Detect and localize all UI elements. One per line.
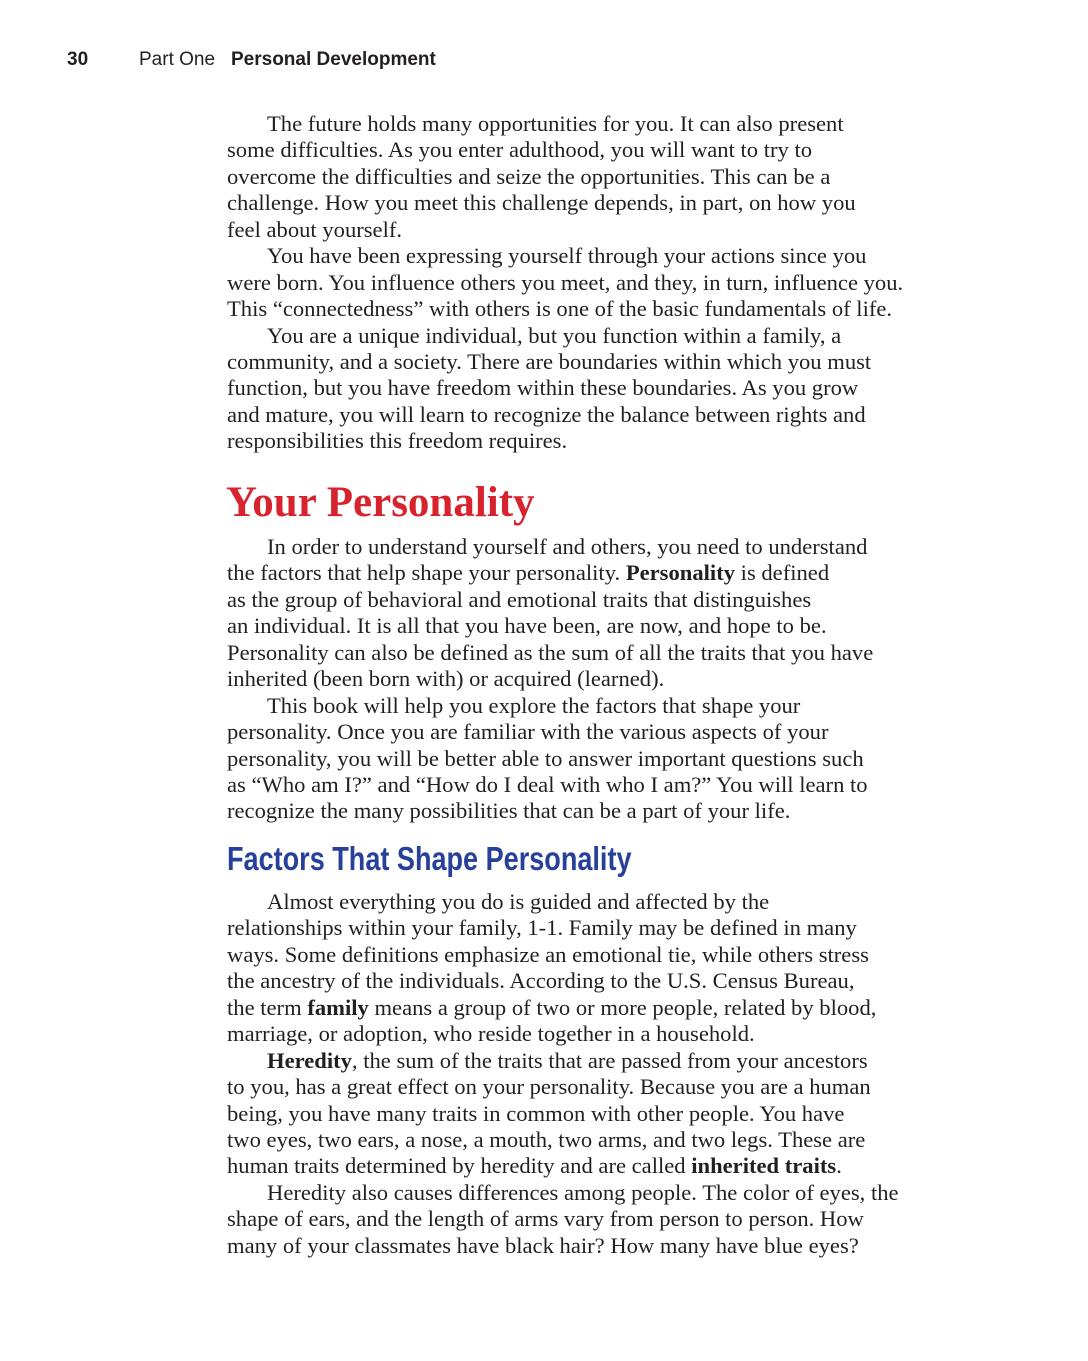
- text-segment: and mature, you will learn to recognize the balance between rights and: [227, 401, 866, 427]
- text-line: [227, 190, 903, 216]
- text-line: [227, 270, 903, 296]
- text-segment: the term: [227, 994, 308, 1020]
- text-line: [227, 915, 899, 941]
- text-segment: means a group of two or more people, related by blood,: [368, 994, 877, 1020]
- bold-term: inherited traits: [691, 1153, 837, 1179]
- text-segment: You are a unique individual, but you function within a family, a: [267, 322, 842, 348]
- text-line: [227, 666, 873, 692]
- text-line: [227, 1153, 899, 1179]
- text-segment: Personality can also be defined as the sum of all the traits that you have: [227, 639, 874, 665]
- text-segment: two eyes, two ears, a nose, a mouth, two arms, and two legs. These are: [227, 1126, 866, 1152]
- text-segment: as “Who am I?” and “How do I deal with who I am?” You will learn to: [227, 771, 868, 797]
- text-line: [227, 428, 903, 454]
- text-line: [227, 217, 903, 243]
- text-segment: Almost everything you do is guided and affected by the: [267, 889, 770, 914]
- text-line: [227, 1127, 899, 1153]
- text-line: [227, 375, 903, 401]
- text-line: [227, 243, 903, 269]
- subheading-factors: Factors That Shape Personality: [227, 840, 632, 877]
- text-line: [227, 1021, 899, 1047]
- text-segment: This book will help you explore the factors that shape your: [267, 692, 801, 718]
- text-segment: Heredity also causes differences among people. The color of eyes, the: [267, 1179, 899, 1205]
- text-line: [227, 719, 873, 745]
- text-segment: personality, you will be better able to answer important questions such: [227, 745, 864, 771]
- text-line: [227, 798, 873, 824]
- text-line: [227, 693, 873, 719]
- text-line: [227, 164, 903, 190]
- text-segment: an individual. It is all that you have been, are now, and hope to be.: [227, 613, 827, 639]
- text-segment: human traits determined by heredity and are called: [227, 1153, 692, 1179]
- text-segment: shape of ears, and the length of arms vary from person to person. How: [227, 1206, 864, 1232]
- text-segment: community, and a society. There are boundaries within which you must: [227, 348, 872, 374]
- text-segment: ways. Some definitions emphasize an emotional tie, while others stress: [227, 941, 869, 967]
- heading-your-personality: Your Personality: [226, 479, 535, 526]
- text-segment: The future holds many opportunities for you. It can also present: [267, 111, 844, 136]
- bold-term: family: [307, 994, 369, 1020]
- text-segment: overcome the difficulties and seize the opportunities. This can be a: [227, 163, 831, 189]
- text-line: [227, 1233, 899, 1259]
- text-line: [227, 402, 903, 428]
- text-segment: many of your classmates have black hair? How many have blue eyes?: [227, 1232, 859, 1258]
- text-line: [227, 1180, 899, 1206]
- text-segment: being, you have many traits in common with other people. You have: [227, 1100, 845, 1126]
- text-segment: challenge. How you meet this challenge depends, in part, on how you: [227, 190, 856, 216]
- text-segment: is defined: [735, 560, 830, 586]
- text-line: [227, 111, 903, 137]
- text-segment: .: [836, 1153, 842, 1179]
- personality-text: [227, 534, 873, 825]
- text-line: [227, 968, 899, 994]
- text-segment: the factors that help shape your personality.: [227, 560, 626, 586]
- text-segment: the ancestry of the individuals. According to the U.S. Census Bureau,: [227, 968, 855, 994]
- bold-term: Personality: [625, 560, 736, 586]
- text-line: [227, 889, 899, 915]
- text-line: [227, 587, 873, 613]
- intro-text: [227, 111, 903, 455]
- text-segment: as the group of behavioral and emotional traits that distinguishes: [227, 586, 812, 612]
- text-segment: to you, has a great effect on your personality. Because you are a human: [227, 1074, 871, 1100]
- text-segment: This “connectedness” with others is one of the basic fundamentals of life.: [227, 296, 893, 322]
- text-line: [227, 296, 903, 322]
- text-segment: were born. You influence others you meet, and they, in turn, influence you.: [227, 269, 904, 295]
- text-line: [227, 1206, 899, 1232]
- text-line: [227, 613, 873, 639]
- text-line: [227, 1101, 899, 1127]
- text-line: [227, 1074, 899, 1100]
- text-line: [227, 534, 873, 560]
- text-line: [227, 746, 873, 772]
- section-title: Personal Development: [231, 49, 436, 70]
- text-line: [227, 1048, 899, 1074]
- text-line: [227, 772, 873, 798]
- text-segment: marriage, or adoption, who reside together in a household.: [227, 1021, 755, 1047]
- text-segment: , the sum of the traits that are passed from your ancestors: [351, 1047, 868, 1073]
- factors-text: [227, 889, 899, 1259]
- text-line: [227, 560, 873, 586]
- text-segment: In order to understand yourself and others, you need to understand: [267, 534, 868, 559]
- text-line: [227, 323, 903, 349]
- text-line: [227, 137, 903, 163]
- text-segment: responsibilities this freedom requires.: [227, 428, 568, 454]
- text-segment: You have been expressing yourself through your actions since you: [267, 243, 867, 269]
- part-label: Part One: [139, 49, 216, 70]
- text-segment: inherited (been born with) or acquired (learned).: [227, 666, 665, 692]
- text-segment: some difficulties. As you enter adulthood, you will want to try to: [227, 137, 813, 163]
- text-segment: recognize the many possibilities that can be a part of your life.: [227, 798, 791, 824]
- text-line: [227, 995, 899, 1021]
- text-line: [227, 942, 899, 968]
- text-line: [227, 640, 873, 666]
- bold-term: Heredity: [267, 1047, 352, 1073]
- text-segment: relationships within your family, 1-1. Family may be defined in many: [227, 915, 857, 941]
- text-line: [227, 349, 903, 375]
- text-segment: function, but you have freedom within these boundaries. As you grow: [227, 375, 859, 401]
- text-segment: personality. Once you are familiar with the various aspects of your: [227, 719, 829, 745]
- page-number: 30: [67, 49, 89, 70]
- text-segment: feel about yourself.: [227, 216, 403, 242]
